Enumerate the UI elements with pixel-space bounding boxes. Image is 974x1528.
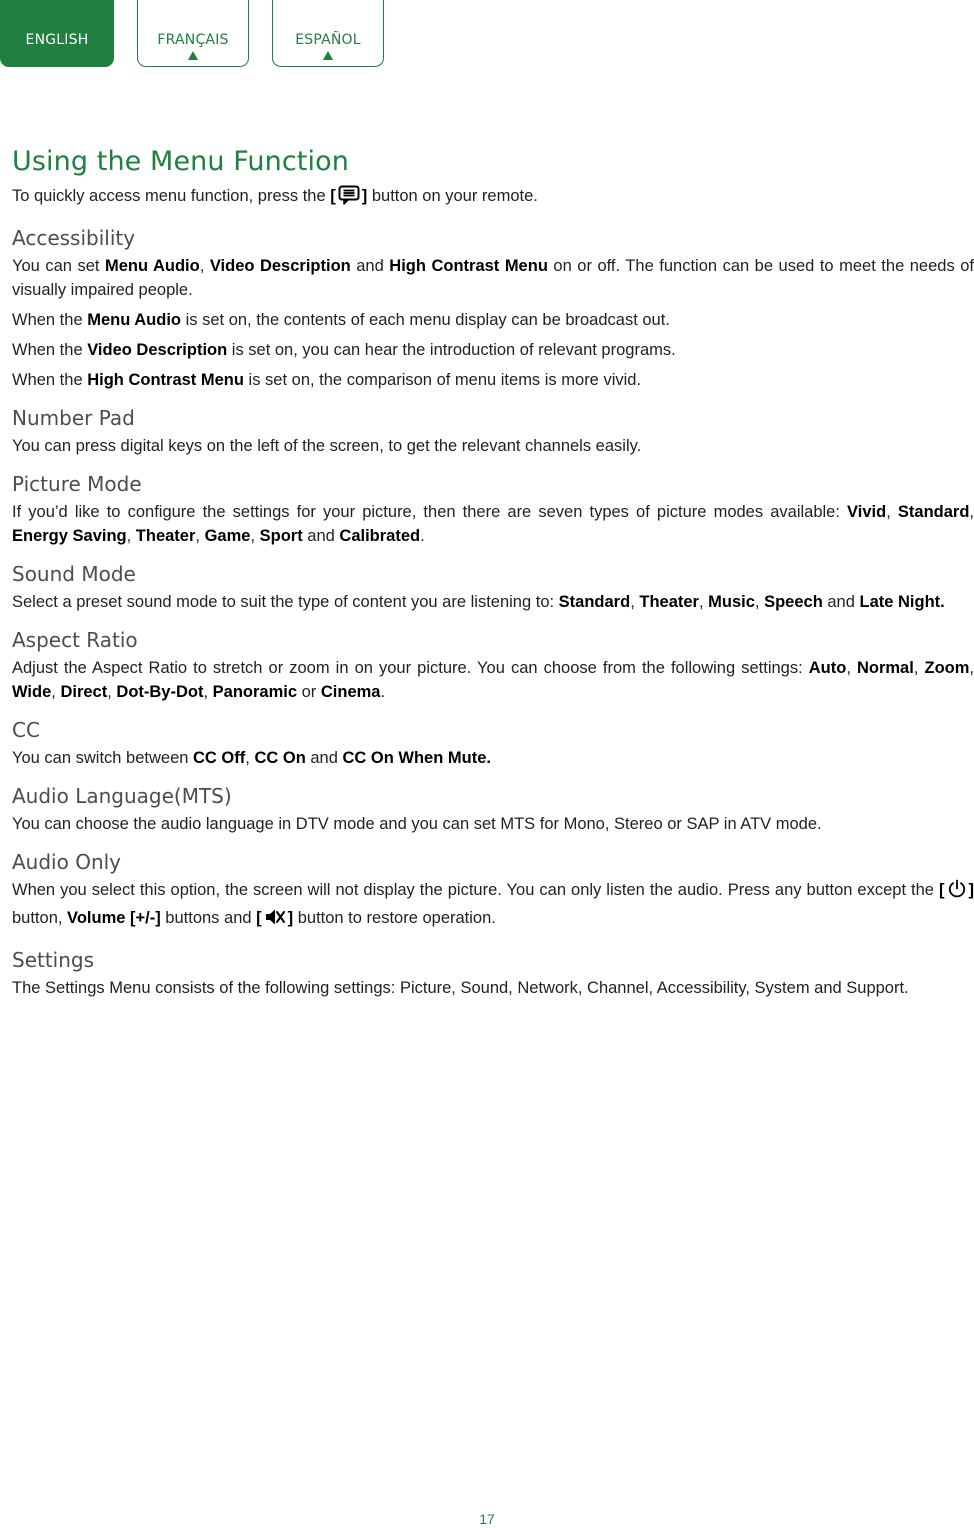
main-content [12,140,974,1006]
tab-espanol-label: ESPAÑOL [295,32,361,48]
sound-mode-paragraph [12,590,974,614]
accessibility-paragraph-4 [12,368,974,392]
heading-aspect-ratio: Aspect Ratio [12,628,138,652]
text: and [822,593,860,611]
text: Adjust the Aspect Ratio to stretch or zoom in on your picture. You can choose from the following settings: [12,659,809,677]
triangle-up-icon [323,51,333,60]
term-energy-saving: Energy Saving [12,527,127,545]
triangle-up-icon [188,51,198,60]
term-menu-audio: Menu Audio [87,311,182,329]
text: , [969,659,974,677]
text: , [886,503,898,521]
term-music: Music [708,593,755,611]
accessibility-paragraph-1 [12,254,974,302]
heading-cc: CC [12,718,40,742]
text: button, [12,909,68,927]
heading-number-pad: Number Pad [12,406,135,430]
heading-accessibility: Accessibility [12,226,136,250]
term-video-description: Video Description [209,257,351,275]
text: , [126,527,136,545]
page-number: 17 [479,1511,495,1527]
term-game: Game [204,527,251,545]
term-dot-by-dot: Dot-By-Dot [116,683,204,701]
text: , [846,659,857,677]
term-standard: Standard [558,593,631,611]
tab-espanol[interactable] [272,0,384,67]
text: When the [12,341,88,359]
text: button to restore operation. [293,909,496,927]
text: , [913,659,925,677]
bracket: [ [256,909,262,927]
term-video-description: Video Description [87,341,228,359]
accessibility-paragraph-3 [12,338,974,362]
term-vivid: Vivid [847,503,887,521]
bracket: ] [968,881,974,899]
text: . [380,683,386,701]
heading-settings: Settings [12,948,95,972]
term-high-contrast-menu: High Contrast Menu [87,371,244,389]
heading-picture-mode: Picture Mode [12,472,142,496]
text: on or off. The function can be used to meet the needs of visually impaired people. [12,257,974,299]
text: or [297,683,321,701]
term-zoom: Zoom [924,659,970,677]
bracket: ] [287,909,294,927]
text: is set on, the contents of each menu display can be broadcast out. [181,311,670,329]
text: If you’d like to configure the settings for your picture, then there are seven types of picture modes available: [12,503,848,521]
intro-paragraph [12,184,974,212]
term-late-night: Late Night. [859,593,945,611]
text: and [302,527,340,545]
term-high-contrast-menu: High Contrast Menu [389,257,548,275]
cc-paragraph [12,746,974,770]
heading-audio-language: Audio Language(MTS) [12,784,232,808]
text: You can switch between [12,749,194,767]
term-standard: Standard [897,503,970,521]
term-volume: Volume [+/-] [67,909,161,927]
number-pad-paragraph: You can press digital keys on the left of the screen, to get the relevant channels easily. [12,437,642,455]
term-cc-on-when-mute: CC On When Mute. [342,749,491,767]
intro-text: To quickly access menu function, press the [12,187,326,205]
page-title: Using the Menu Function [12,146,349,177]
settings-paragraph: The Settings Menu consists of the following settings: Picture, Sound, Network, Channel, Accessibility, System and Support. [12,979,909,997]
text: is set on, you can hear the introduction of relevant programs. [227,341,676,359]
menu-icon [338,185,360,212]
picture-mode-paragraph [12,500,974,548]
tab-english-label: ENGLISH [25,32,89,48]
text: , [969,503,974,521]
mute-icon [264,907,286,934]
text: , [250,527,260,545]
text: , [630,593,640,611]
term-sport: Sport [259,527,303,545]
text: When the [12,311,88,329]
term-speech: Speech [764,593,823,611]
tab-english[interactable] [0,0,114,67]
term-direct: Direct [60,683,108,701]
term-wide: Wide [12,683,52,701]
text: When the [12,371,88,389]
term-panoramic: Panoramic [212,683,298,701]
text: , [195,527,205,545]
text: , [203,683,213,701]
term-auto: Auto [808,659,847,677]
term-cc-off: CC Off [193,749,246,767]
heading-audio-only: Audio Only [12,850,122,874]
bracket: [ [939,881,945,899]
text: . [420,527,425,545]
text: , [698,593,709,611]
text: and [350,257,390,275]
bracket: ] [361,187,368,205]
tab-francais-label: FRANÇAIS [157,32,229,48]
text: , [754,593,765,611]
term-theater: Theater [135,527,196,545]
accessibility-paragraph-2 [12,308,974,332]
term-theater: Theater [639,593,699,611]
text: buttons and [160,909,257,927]
term-normal: Normal [856,659,914,677]
audio-only-paragraph [12,878,974,934]
text: , [107,683,117,701]
tab-francais[interactable] [137,0,249,67]
term-calibrated: Calibrated [339,527,421,545]
text: , [245,749,255,767]
text: and [305,749,343,767]
text: , [51,683,61,701]
aspect-ratio-paragraph [12,656,974,704]
term-cinema: Cinema [320,683,381,701]
text: Select a preset sound mode to suit the type of content you are listening to: [12,593,559,611]
power-icon [947,879,967,906]
intro-text: button on your remote. [371,187,538,205]
text: , [199,257,210,275]
audio-language-paragraph: You can choose the audio language in DTV mode and you can set MTS for Mono, Stereo or SAP in ATV mode. [12,815,822,833]
bracket: [ [330,187,336,205]
term-cc-on: CC On [254,749,306,767]
text: When you select this option, the screen will not display the picture. You can only listen the audio. Press any button except the [12,881,939,899]
heading-sound-mode: Sound Mode [12,562,136,586]
text: You can set [12,257,105,275]
text: is set on, the comparison of menu items is more vivid. [243,371,642,389]
term-menu-audio: Menu Audio [105,257,200,275]
